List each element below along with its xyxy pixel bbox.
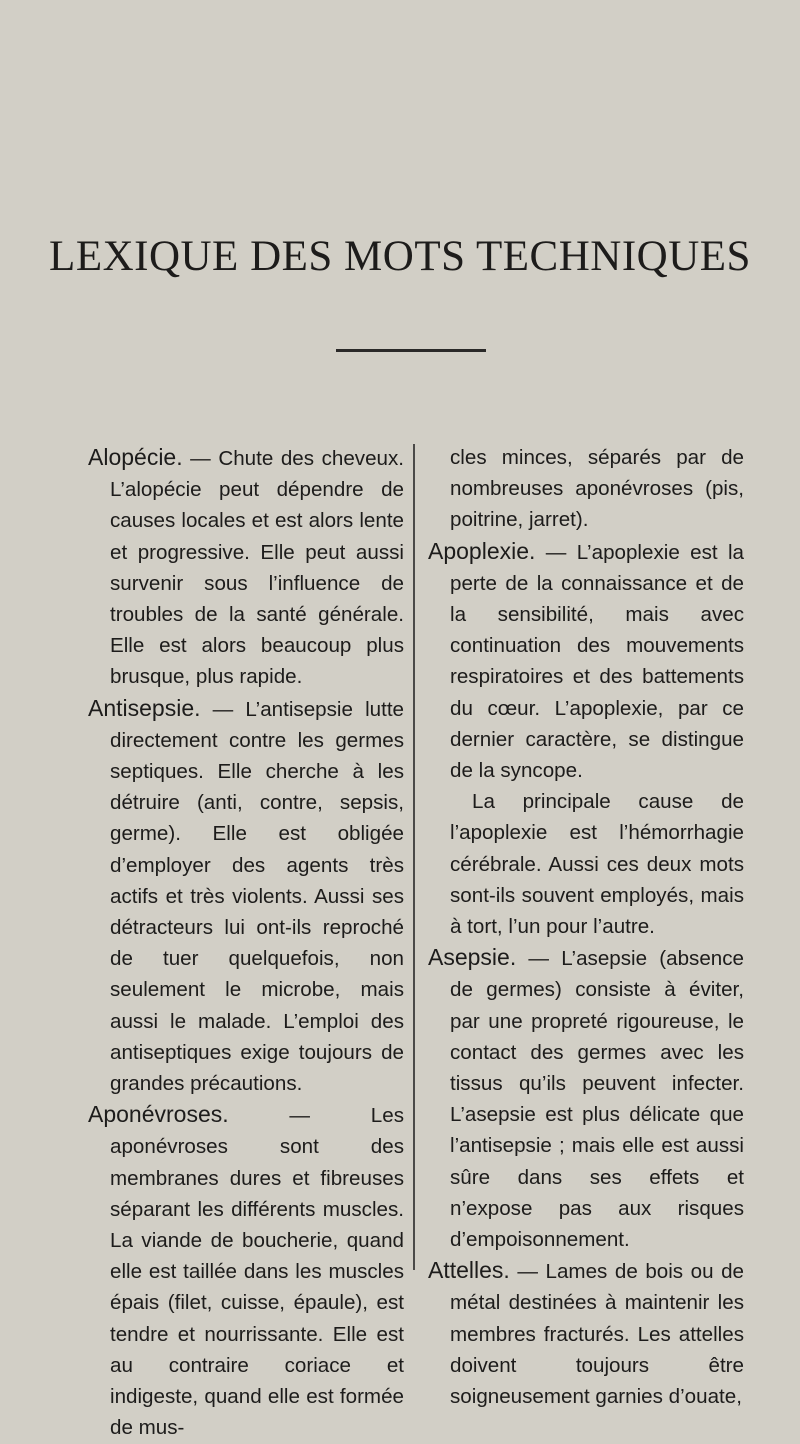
- entry-term: Asepsie.: [428, 944, 517, 971]
- entry-paragraph: [88, 693, 404, 1100]
- entry-definition: — L’asepsie (absence de germes) consiste à éviter, par une propreté rigoureuse, le contact des germes avec les tissus qu’ils peuvent infecter. L’asepsie est plus délicate que l’antisepsie ; mais elle est aussi sûre dans ses effets et n’expose pas aux risques d’empoisonnement.: [450, 947, 744, 1252]
- entry-definition: — Les aponévroses sont des membranes dures et fibreuses séparant les différents muscles. La viande de boucherie, quand elle est taillée dans les muscles épais (filet, cuisse, épaule), est tendre et nourrissante. Elle est au contraire coriace et indigeste, quand elle est formée de mus-: [110, 1104, 404, 1440]
- entry-definition: — L’antisepsie lutte directement contre les germes septiques. Elle cherche à les détruire (anti, contre, sepsis, germe). Elle est obligée d’employer des agents très actifs et très violents. Aussi ses détracteurs lui ont-ils reproché de tuer quelquefois, non seulement le microbe, mais aussi le malade. L’emploi des antiseptiques exige toujours de grandes précautions.: [110, 697, 404, 1096]
- entry-paragraph: [88, 442, 404, 693]
- column-divider: [413, 444, 415, 1270]
- entry-term: Antisepsie.: [88, 694, 201, 721]
- page-title: LEXIQUE DES MOTS TECHNIQUES: [49, 233, 751, 280]
- title-rule: [336, 349, 486, 352]
- entry-apoplexie: [428, 536, 744, 943]
- entry-paragraph: [428, 942, 744, 1255]
- right-column: [428, 442, 744, 1412]
- entry-continuation: [428, 442, 744, 536]
- entry-term: Alopécie.: [88, 444, 183, 470]
- entry-antisepsie: [88, 693, 404, 1100]
- entry-paragraph: [428, 442, 744, 536]
- entry-term: Aponévroses.: [88, 1101, 229, 1128]
- entry-term: Attelles.: [428, 1257, 510, 1284]
- entry-definition: — Chute des cheveux. L’alopécie peut dépendre de causes locales et est alors lente et progressive. Elle peut aussi survenir sous l’influence de troubles de la santé générale. Elle est alors beaucoup plus brusque, plus rapide.: [110, 447, 404, 689]
- left-column: [88, 442, 404, 1444]
- entry-paragraph: [428, 536, 744, 787]
- entry-definition: cles minces, séparés par de nombreuses aponévroses (pis, poitrine, jarret).: [450, 446, 744, 532]
- entry-paragraph: [88, 1099, 404, 1443]
- entry-term: Apoplexie.: [428, 537, 536, 564]
- entry-asepsie: [428, 942, 744, 1255]
- entry-aponevroses: [88, 1099, 404, 1443]
- entry-attelles: [428, 1255, 744, 1412]
- entry-paragraph: [428, 1255, 744, 1412]
- entry-definition: — L’apoplexie est la perte de la connaissance et de la sensibilité, mais avec continuation des mouvements respiratoires et des battements du cœur. L’apoplexie, par ce dernier caractère, se distingue de la syncope.: [450, 540, 744, 783]
- entry-definition: — Lames de bois ou de métal destinées à maintenir les membres fracturés. Les attelles doivent toujours être soigneusement garnies d’ouate,: [450, 1260, 744, 1409]
- entry-alopecie: [88, 442, 404, 693]
- entry-paragraph: La principale cause de l’apoplexie est l’hémorrhagie cérébrale. Aussi ces deux mots sont-ils souvent employés, mais à tort, l’un pour l’autre.: [450, 790, 744, 939]
